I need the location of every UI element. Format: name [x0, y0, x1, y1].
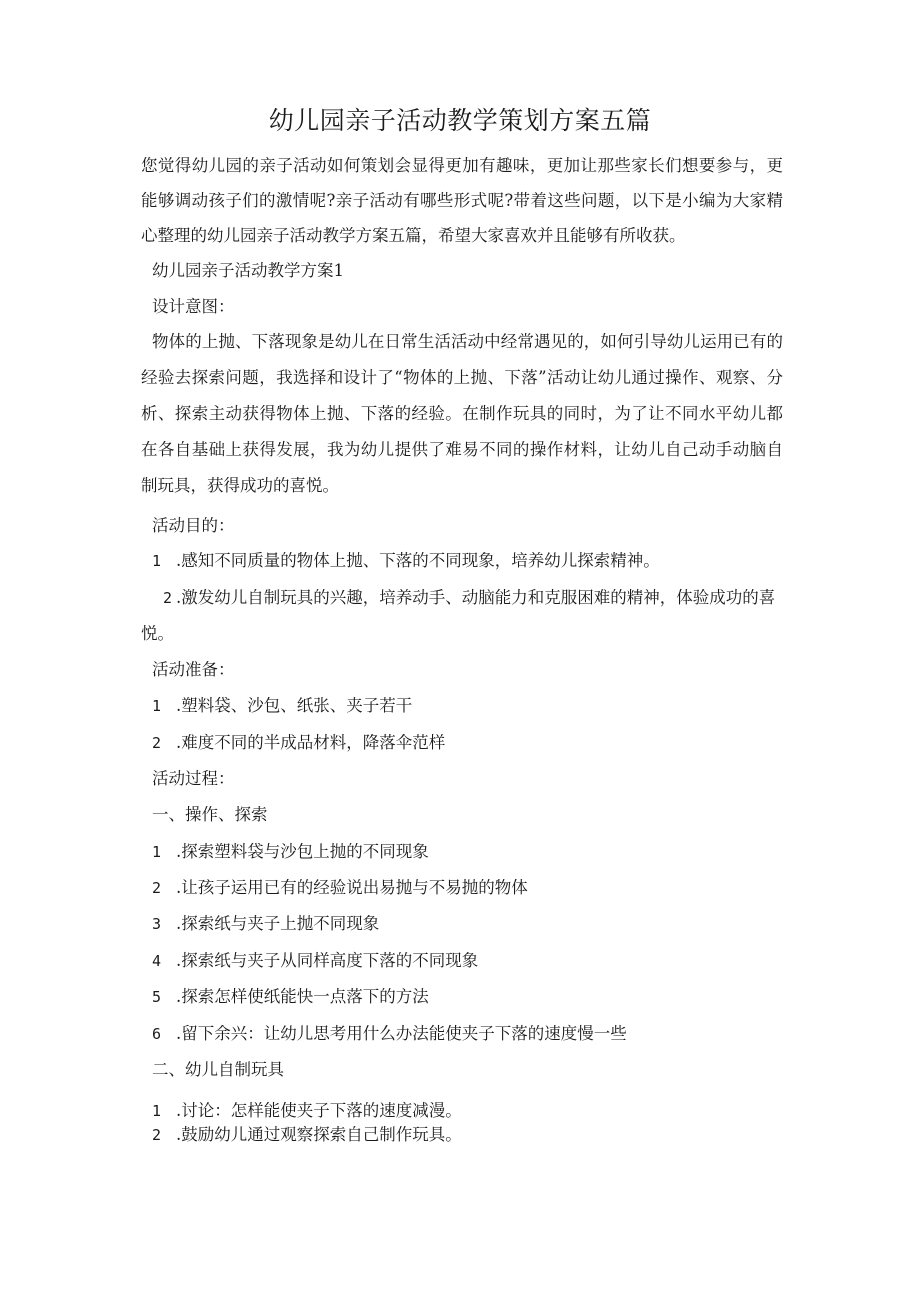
section1-item-number: 5	[152, 988, 162, 1006]
section1-item-text: .探索纸与夹子从同样高度下落的不同现象	[176, 951, 479, 970]
goal-item	[141, 580, 783, 652]
section2-item-text: .讨论：怎样能使夹子下落的速度减漫。	[176, 1101, 462, 1120]
prep-item	[152, 728, 782, 758]
section2-item	[152, 1120, 782, 1150]
document-title: 幼儿园亲子活动教学策划方案五篇	[268, 106, 652, 135]
section1-item-text: .留下余兴：让幼儿思考用什么办法能使夹子下落的速度慢一些	[176, 1024, 627, 1043]
prep-item-number: 1	[152, 697, 162, 715]
prep-item	[152, 691, 782, 721]
section1-item-number: 1	[152, 843, 162, 861]
section1-item-number: 2	[152, 879, 162, 897]
section1-item-number: 3	[152, 915, 162, 933]
section1-item	[152, 1019, 782, 1049]
section1-item	[152, 837, 782, 867]
section1-heading: 一、操作、探索	[152, 805, 268, 824]
goal-item-text: .激发幼儿自制玩具的兴趣，培养动手、动脑能力和克服困难的精神，体验成功的喜悦。	[141, 588, 776, 643]
section2-item-number: 2	[152, 1126, 162, 1144]
prep-heading: 活动准备：	[152, 660, 235, 679]
section1-item	[152, 982, 782, 1012]
intro-paragraph: 您觉得幼儿园的亲子活动如何策划会显得更加有趣味，更加让那些家长们想要参与，更能够调动孩子们的激情呢?亲子活动有哪些形式呢?带着这些问题，以下是小编为大家精心整理的幼儿园亲子活动教学方案五篇，希望大家喜欢并且能够有所收获。	[141, 156, 783, 245]
goals-heading: 活动目的：	[152, 516, 235, 535]
section1-item-number: 6	[152, 1025, 162, 1043]
prep-item-text: .塑料袋、沙包、纸张、夹子若干	[176, 696, 413, 715]
section1-item-number: 4	[152, 952, 162, 970]
section1-item	[152, 946, 782, 976]
design-intent-paragraph: 物体的上抛、下落现象是幼儿在日常生活活动中经常遇见的，如何引导幼儿运用已有的经验去探索问题，我选择和设计了“物体的上抛、下落”活动让幼儿通过操作、观察、分析、探索主动获得物体上抛、下落的经验。在制作玩具的同时，为了让不同水平幼儿都在各自基础上获得发展，我为幼儿提供了难易不同的操作材料，让幼儿自己动手动脑自制玩具，获得成功的喜悦。	[141, 332, 783, 495]
goal-item	[152, 546, 782, 576]
section2-item-number: 1	[152, 1102, 162, 1120]
goal-item-number: 2	[163, 589, 173, 607]
section1-item-text: .探索纸与夹子上抛不同现象	[176, 914, 380, 933]
section1-item	[152, 873, 782, 903]
prep-item-text: .难度不同的半成品材料，降落伞范样	[176, 733, 446, 752]
goal-item-text: .感知不同质量的物体上抛、下落的不同现象，培养幼儿探索精神。	[176, 551, 660, 570]
plan-heading: 幼儿园亲子活动教学方案1	[152, 261, 344, 280]
goal-item-number: 1	[152, 552, 162, 570]
section2-item-text: .鼓励幼儿通过观察探索自己制作玩具。	[176, 1125, 462, 1144]
design-intent-heading: 设计意图：	[152, 297, 235, 316]
prep-item-number: 2	[152, 734, 162, 752]
process-heading: 活动过程：	[152, 769, 235, 788]
section1-item-text: .让孩子运用已有的经验说出易抛与不易抛的物体	[176, 878, 528, 897]
section1-item-text: .探索塑料袋与沙包上抛的不同现象	[176, 842, 429, 861]
section1-item	[152, 909, 782, 939]
section2-heading: 二、幼儿自制玩具	[152, 1060, 284, 1079]
section1-item-text: .探索怎样使纸能快一点落下的方法	[176, 987, 429, 1006]
